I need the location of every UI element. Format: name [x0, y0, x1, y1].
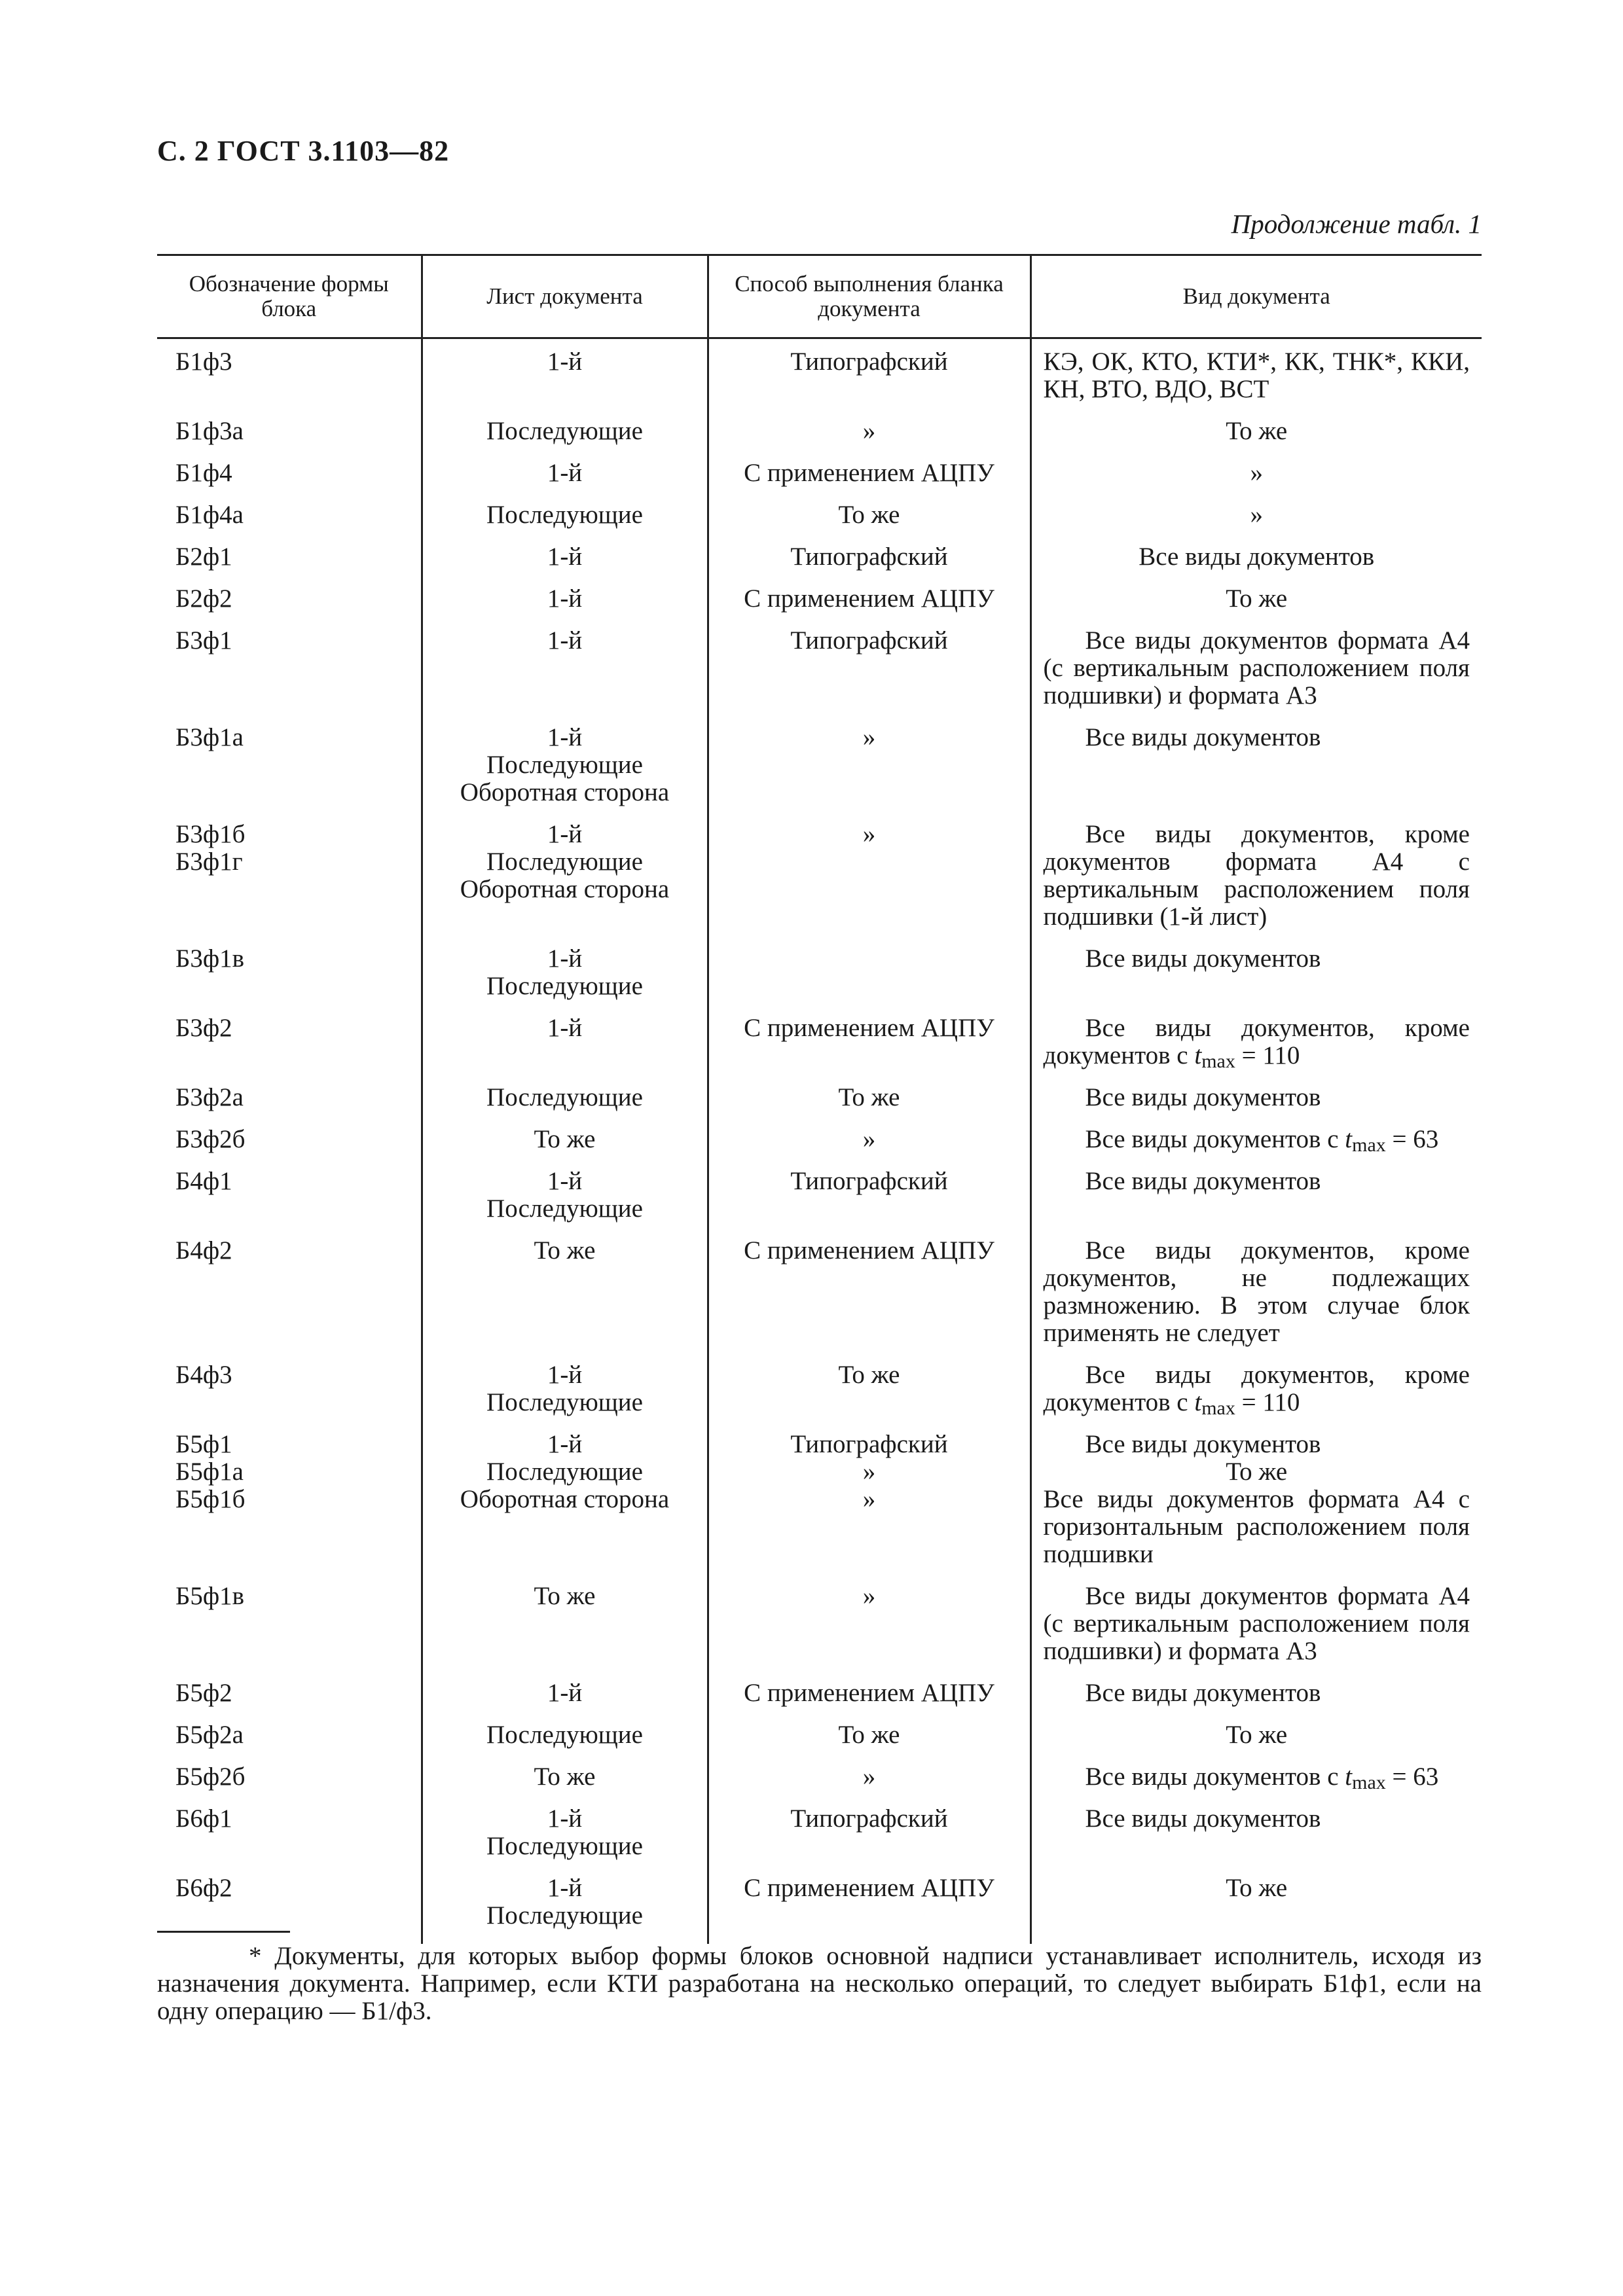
blocks-table	[157, 254, 1482, 1944]
cell-document-type	[1030, 459, 1482, 501]
cell-document-type	[1030, 1763, 1482, 1805]
cell-line: »	[862, 1582, 876, 1610]
cell-line: Типографский	[790, 543, 948, 571]
cell-document-type	[1030, 1361, 1482, 1431]
cell-line: 1-й	[547, 1679, 583, 1707]
cell-document-sheet	[422, 1084, 708, 1126]
cell-line: То же	[1226, 1458, 1288, 1486]
tmax-symbol: t	[1345, 1763, 1353, 1791]
table-row	[157, 459, 1482, 501]
cell-block-designation	[157, 459, 422, 501]
cell-line: 1-й	[547, 459, 583, 487]
tmax-value: 110	[1262, 1388, 1300, 1416]
cell-line: Последующие	[486, 501, 643, 529]
cell-form-method	[708, 724, 1030, 821]
cell-document-sheet	[422, 821, 708, 945]
cell-line: Типографский	[790, 348, 948, 376]
cell-form-method	[708, 338, 1030, 418]
cell-document-type	[1030, 724, 1482, 821]
cell-line: То же	[1226, 1721, 1288, 1749]
cell-line: Все виды документов с $t_{max} = 63$	[1085, 1763, 1439, 1793]
cell-form-method	[708, 1361, 1030, 1431]
cell-line: 1-й	[547, 944, 583, 973]
cell-line: »	[862, 1485, 876, 1513]
cell-block-designation	[157, 501, 422, 543]
cell-block-designation	[157, 1014, 422, 1084]
cell-line: Типографский	[790, 1804, 948, 1833]
cell-line: Все виды документов	[1085, 723, 1321, 751]
cell-line: 1-й	[547, 820, 583, 848]
cell-line: То же	[534, 1763, 596, 1791]
cell-line: Б1ф4	[175, 459, 232, 487]
cell-document-sheet	[422, 1874, 708, 1944]
cell-block-designation	[157, 585, 422, 627]
cell-line: Б3ф1г	[175, 848, 243, 876]
cell-document-type	[1030, 1084, 1482, 1126]
cell-line: Б4ф3	[175, 1361, 232, 1389]
table-row	[157, 1763, 1482, 1805]
cell-form-method	[708, 1763, 1030, 1805]
cell-document-type	[1030, 1168, 1482, 1237]
cell-line: Б3ф1а	[175, 723, 244, 751]
table-row	[157, 724, 1482, 821]
cell-line: Последующие	[486, 1832, 643, 1860]
cell-line: Б5ф1в	[175, 1582, 245, 1610]
cell-document-sheet	[422, 459, 708, 501]
cell-line: »	[862, 1458, 876, 1486]
cell-line: Б2ф1	[175, 543, 232, 571]
cell-document-sheet	[422, 1361, 708, 1431]
cell-line: Б3ф1	[175, 626, 232, 655]
table-row	[157, 1874, 1482, 1944]
cell-line: Все виды документов	[1085, 944, 1321, 973]
table-row	[157, 338, 1482, 418]
cell-line: Б6ф1	[175, 1804, 232, 1833]
cell-line: Все виды документов, кроме документов формата А4 с вертикальным расположением поля подшивки (1-й лист)	[1043, 820, 1470, 931]
footnote-text: * Документы, для которых выбор формы блоков основной надписи устанавливает исполнитель, исходя из назначения документа. Например, если КТИ разработана на несколько операций, то следует выбирать Б1ф1, если на одну операцию — Б1/ф3.	[157, 1942, 1482, 2025]
tmax-subscript: max	[1352, 1134, 1386, 1156]
tmax-subscript: max	[1201, 1397, 1235, 1419]
cell-line: Б3ф1в	[175, 944, 245, 973]
cell-line: С применением АЦПУ	[744, 459, 994, 487]
cell-block-designation	[157, 1126, 422, 1168]
cell-line: Все виды документов, кроме документов с $t_{max} = 110$	[1043, 1361, 1470, 1419]
cell-line: Все виды документов	[1139, 543, 1375, 571]
cell-line: С применением АЦПУ	[744, 1014, 994, 1042]
cell-document-type	[1030, 1014, 1482, 1084]
cell-form-method	[708, 1126, 1030, 1168]
tmax-value: 110	[1262, 1041, 1300, 1069]
cell-document-type	[1030, 1431, 1482, 1583]
table-row	[157, 1679, 1482, 1721]
cell-line: Все виды документов	[1085, 1083, 1321, 1111]
cell-line: Б4ф2	[175, 1236, 232, 1265]
cell-line: Последующие	[486, 1083, 643, 1111]
cell-line: 1-й	[547, 1014, 583, 1042]
cell-form-method	[708, 1805, 1030, 1874]
cell-line: Б5ф1а	[175, 1458, 244, 1486]
footnote	[157, 1943, 1482, 2025]
cell-form-method	[708, 627, 1030, 724]
cell-line: Все виды документов	[1085, 1167, 1321, 1195]
cell-line: Последующие	[486, 1388, 643, 1416]
footnote-rule	[157, 1931, 290, 1933]
cell-line: »	[1250, 501, 1263, 529]
cell-block-designation	[157, 945, 422, 1014]
cell-line: Б5ф2б	[175, 1763, 246, 1791]
cell-line: Типографский	[790, 626, 948, 655]
cell-document-type	[1030, 1126, 1482, 1168]
header-document-sheet: Лист документа	[422, 255, 708, 338]
cell-document-sheet	[422, 501, 708, 543]
table-row	[157, 1805, 1482, 1874]
cell-block-designation	[157, 338, 422, 418]
header-form-method: Способ выполнения бланка документа	[708, 255, 1030, 338]
cell-line: Последующие	[486, 1194, 643, 1223]
cell-line: Б1ф4а	[175, 501, 244, 529]
cell-line: Оборотная сторона	[460, 1485, 670, 1513]
cell-line: С применением АЦПУ	[744, 1874, 994, 1902]
cell-block-designation	[157, 1361, 422, 1431]
cell-line: Последующие	[486, 1721, 643, 1749]
cell-block-designation	[157, 1805, 422, 1874]
cell-line: То же	[838, 1083, 900, 1111]
cell-line: То же	[534, 1125, 596, 1153]
cell-line: »	[862, 417, 876, 445]
cell-block-designation	[157, 724, 422, 821]
cell-line: Типографский	[790, 1430, 948, 1458]
tmax-value: 63	[1413, 1125, 1439, 1153]
cell-form-method	[708, 1721, 1030, 1763]
cell-line: Все виды документов	[1085, 1804, 1321, 1833]
cell-line: Последующие	[486, 1458, 643, 1486]
cell-document-type	[1030, 1721, 1482, 1763]
cell-line: Б5ф2	[175, 1679, 232, 1707]
table-row	[157, 1431, 1482, 1583]
cell-document-sheet	[422, 1126, 708, 1168]
table-row	[157, 1237, 1482, 1361]
cell-form-method	[708, 418, 1030, 459]
cell-line: Б1ф3	[175, 348, 232, 376]
table-row	[157, 1583, 1482, 1679]
cell-document-sheet	[422, 1721, 708, 1763]
cell-form-method	[708, 543, 1030, 585]
cell-document-type	[1030, 1237, 1482, 1361]
cell-document-sheet	[422, 1763, 708, 1805]
cell-line: 1-й	[547, 723, 583, 751]
cell-line: То же	[1226, 1874, 1288, 1902]
cell-line: Все виды документов с $t_{max} = 63$	[1085, 1125, 1439, 1156]
cell-line: Последующие	[486, 972, 643, 1000]
cell-document-type	[1030, 945, 1482, 1014]
cell-document-sheet	[422, 627, 708, 724]
cell-line: Б5ф1	[175, 1430, 232, 1458]
cell-block-designation	[157, 1763, 422, 1805]
cell-document-type	[1030, 501, 1482, 543]
cell-line: Б1ф3а	[175, 417, 244, 445]
cell-line: Последующие	[486, 848, 643, 876]
cell-document-sheet	[422, 543, 708, 585]
cell-form-method	[708, 1014, 1030, 1084]
table-row	[157, 1084, 1482, 1126]
cell-form-method	[708, 1237, 1030, 1361]
cell-document-sheet	[422, 1237, 708, 1361]
cell-block-designation	[157, 1237, 422, 1361]
cell-document-type	[1030, 821, 1482, 945]
cell-line: Все виды документов формата А4 с горизонтальным расположением поля подшивки	[1043, 1485, 1470, 1568]
cell-line: Б2ф2	[175, 584, 232, 613]
cell-form-method	[708, 1679, 1030, 1721]
cell-form-method	[708, 821, 1030, 945]
cell-document-type	[1030, 585, 1482, 627]
cell-block-designation	[157, 821, 422, 945]
cell-line: С применением АЦПУ	[744, 1236, 994, 1265]
cell-document-sheet	[422, 1583, 708, 1679]
cell-document-type	[1030, 1679, 1482, 1721]
cell-line: 1-й	[547, 1430, 583, 1458]
cell-line: Все виды документов, кроме документов, не подлежащих размножению. В этом случае блок применять не следует	[1043, 1236, 1470, 1347]
cell-line: »	[862, 1763, 876, 1791]
cell-line: Б5ф1б	[175, 1485, 246, 1513]
cell-line: 1-й	[547, 1361, 583, 1389]
cell-line: Б3ф1б	[175, 820, 246, 848]
cell-line: »	[1250, 459, 1263, 487]
cell-line: »	[862, 723, 876, 751]
cell-line: »	[862, 1125, 876, 1153]
cell-document-sheet	[422, 585, 708, 627]
cell-document-sheet	[422, 338, 708, 418]
cell-line: Все виды документов, кроме документов с $t_{max} = 110$	[1043, 1014, 1470, 1072]
cell-line: То же	[1226, 417, 1288, 445]
cell-form-method	[708, 1874, 1030, 1944]
cell-line: »	[862, 820, 876, 848]
table-row	[157, 1721, 1482, 1763]
cell-form-method	[708, 459, 1030, 501]
cell-document-sheet	[422, 1014, 708, 1084]
cell-form-method	[708, 1583, 1030, 1679]
tmax-subscript: max	[1201, 1050, 1235, 1072]
cell-block-designation	[157, 1874, 422, 1944]
cell-line: То же	[838, 1721, 900, 1749]
cell-line: То же	[534, 1582, 596, 1610]
cell-line: С применением АЦПУ	[744, 1679, 994, 1707]
cell-form-method	[708, 585, 1030, 627]
cell-line: То же	[534, 1236, 596, 1265]
cell-line: Б5ф2а	[175, 1721, 244, 1749]
table-row	[157, 1361, 1482, 1431]
cell-block-designation	[157, 543, 422, 585]
cell-document-type	[1030, 543, 1482, 585]
cell-document-type	[1030, 627, 1482, 724]
cell-block-designation	[157, 418, 422, 459]
table-row	[157, 418, 1482, 459]
cell-line: С применением АЦПУ	[744, 584, 994, 613]
tmax-value: 63	[1413, 1763, 1439, 1791]
table-row	[157, 1168, 1482, 1237]
cell-line: 1-й	[547, 543, 583, 571]
cell-form-method	[708, 945, 1030, 1014]
cell-block-designation	[157, 1431, 422, 1583]
cell-line: Последующие	[486, 1901, 643, 1929]
cell-line: То же	[838, 1361, 900, 1389]
cell-document-sheet	[422, 1168, 708, 1237]
cell-block-designation	[157, 1583, 422, 1679]
table-row	[157, 945, 1482, 1014]
cell-document-sheet	[422, 945, 708, 1014]
cell-form-method	[708, 1168, 1030, 1237]
table-header	[157, 255, 1482, 338]
cell-line: Последующие	[486, 751, 643, 779]
cell-block-designation	[157, 1721, 422, 1763]
cell-line: Б6ф2	[175, 1874, 232, 1902]
cell-line: КЭ, ОК, КТО, КТИ*, КК, ТНК*, ККИ, КН, ВТО, ВДО, ВСТ	[1043, 348, 1470, 403]
cell-line: Оборотная сторона	[460, 778, 670, 806]
table-body	[157, 338, 1482, 1945]
tmax-symbol: t	[1345, 1125, 1353, 1153]
cell-line: Б3ф2	[175, 1014, 232, 1042]
table-row	[157, 1126, 1482, 1168]
cell-line: То же	[838, 501, 900, 529]
cell-form-method	[708, 1084, 1030, 1126]
header-document-type: Вид документа	[1030, 255, 1482, 338]
cell-line: Б4ф1	[175, 1167, 232, 1195]
table-row	[157, 501, 1482, 543]
cell-line: Все виды документов	[1085, 1679, 1321, 1707]
table-row	[157, 585, 1482, 627]
cell-document-sheet	[422, 724, 708, 821]
cell-line: То же	[1226, 584, 1288, 613]
cell-line: 1-й	[547, 348, 583, 376]
table-row	[157, 543, 1482, 585]
cell-block-designation	[157, 1168, 422, 1237]
cell-line: 1-й	[547, 1804, 583, 1833]
cell-document-type	[1030, 418, 1482, 459]
cell-block-designation	[157, 1084, 422, 1126]
page-header: С. 2 ГОСТ 3.1103—82	[157, 135, 450, 167]
cell-line: Оборотная сторона	[460, 875, 670, 903]
cell-document-sheet	[422, 1431, 708, 1583]
cell-document-sheet	[422, 418, 708, 459]
cell-document-sheet	[422, 1679, 708, 1721]
cell-line: 1-й	[547, 584, 583, 613]
cell-form-method	[708, 501, 1030, 543]
tmax-symbol: t	[1194, 1388, 1202, 1416]
cell-document-type	[1030, 1583, 1482, 1679]
table-row	[157, 1014, 1482, 1084]
cell-line: Б3ф2а	[175, 1083, 244, 1111]
cell-document-type	[1030, 338, 1482, 418]
cell-line: Все виды документов	[1085, 1430, 1321, 1458]
cell-form-method	[708, 1431, 1030, 1583]
table-row	[157, 627, 1482, 724]
cell-line: 1-й	[547, 1874, 583, 1902]
cell-block-designation	[157, 627, 422, 724]
cell-document-type	[1030, 1805, 1482, 1874]
table-row	[157, 821, 1482, 945]
cell-line: Типографский	[790, 1167, 948, 1195]
cell-line: Все виды документов формата А4 (с вертикальным расположением поля подшивки) и формата А3	[1043, 626, 1470, 709]
table-continuation-label: Продолжение табл. 1	[1231, 209, 1482, 239]
cell-line: Все виды документов формата А4 (с вертикальным расположением поля подшивки) и формата А3	[1043, 1582, 1470, 1665]
cell-document-type	[1030, 1874, 1482, 1944]
cell-line: 1-й	[547, 1167, 583, 1195]
cell-line: Б3ф2б	[175, 1125, 246, 1153]
tmax-symbol: t	[1194, 1041, 1202, 1069]
cell-line: Последующие	[486, 417, 643, 445]
cell-block-designation	[157, 1679, 422, 1721]
tmax-subscript: max	[1352, 1772, 1386, 1793]
cell-document-sheet	[422, 1805, 708, 1874]
header-block-designation: Обозначение формы блока	[189, 271, 389, 321]
cell-line: 1-й	[547, 626, 583, 655]
